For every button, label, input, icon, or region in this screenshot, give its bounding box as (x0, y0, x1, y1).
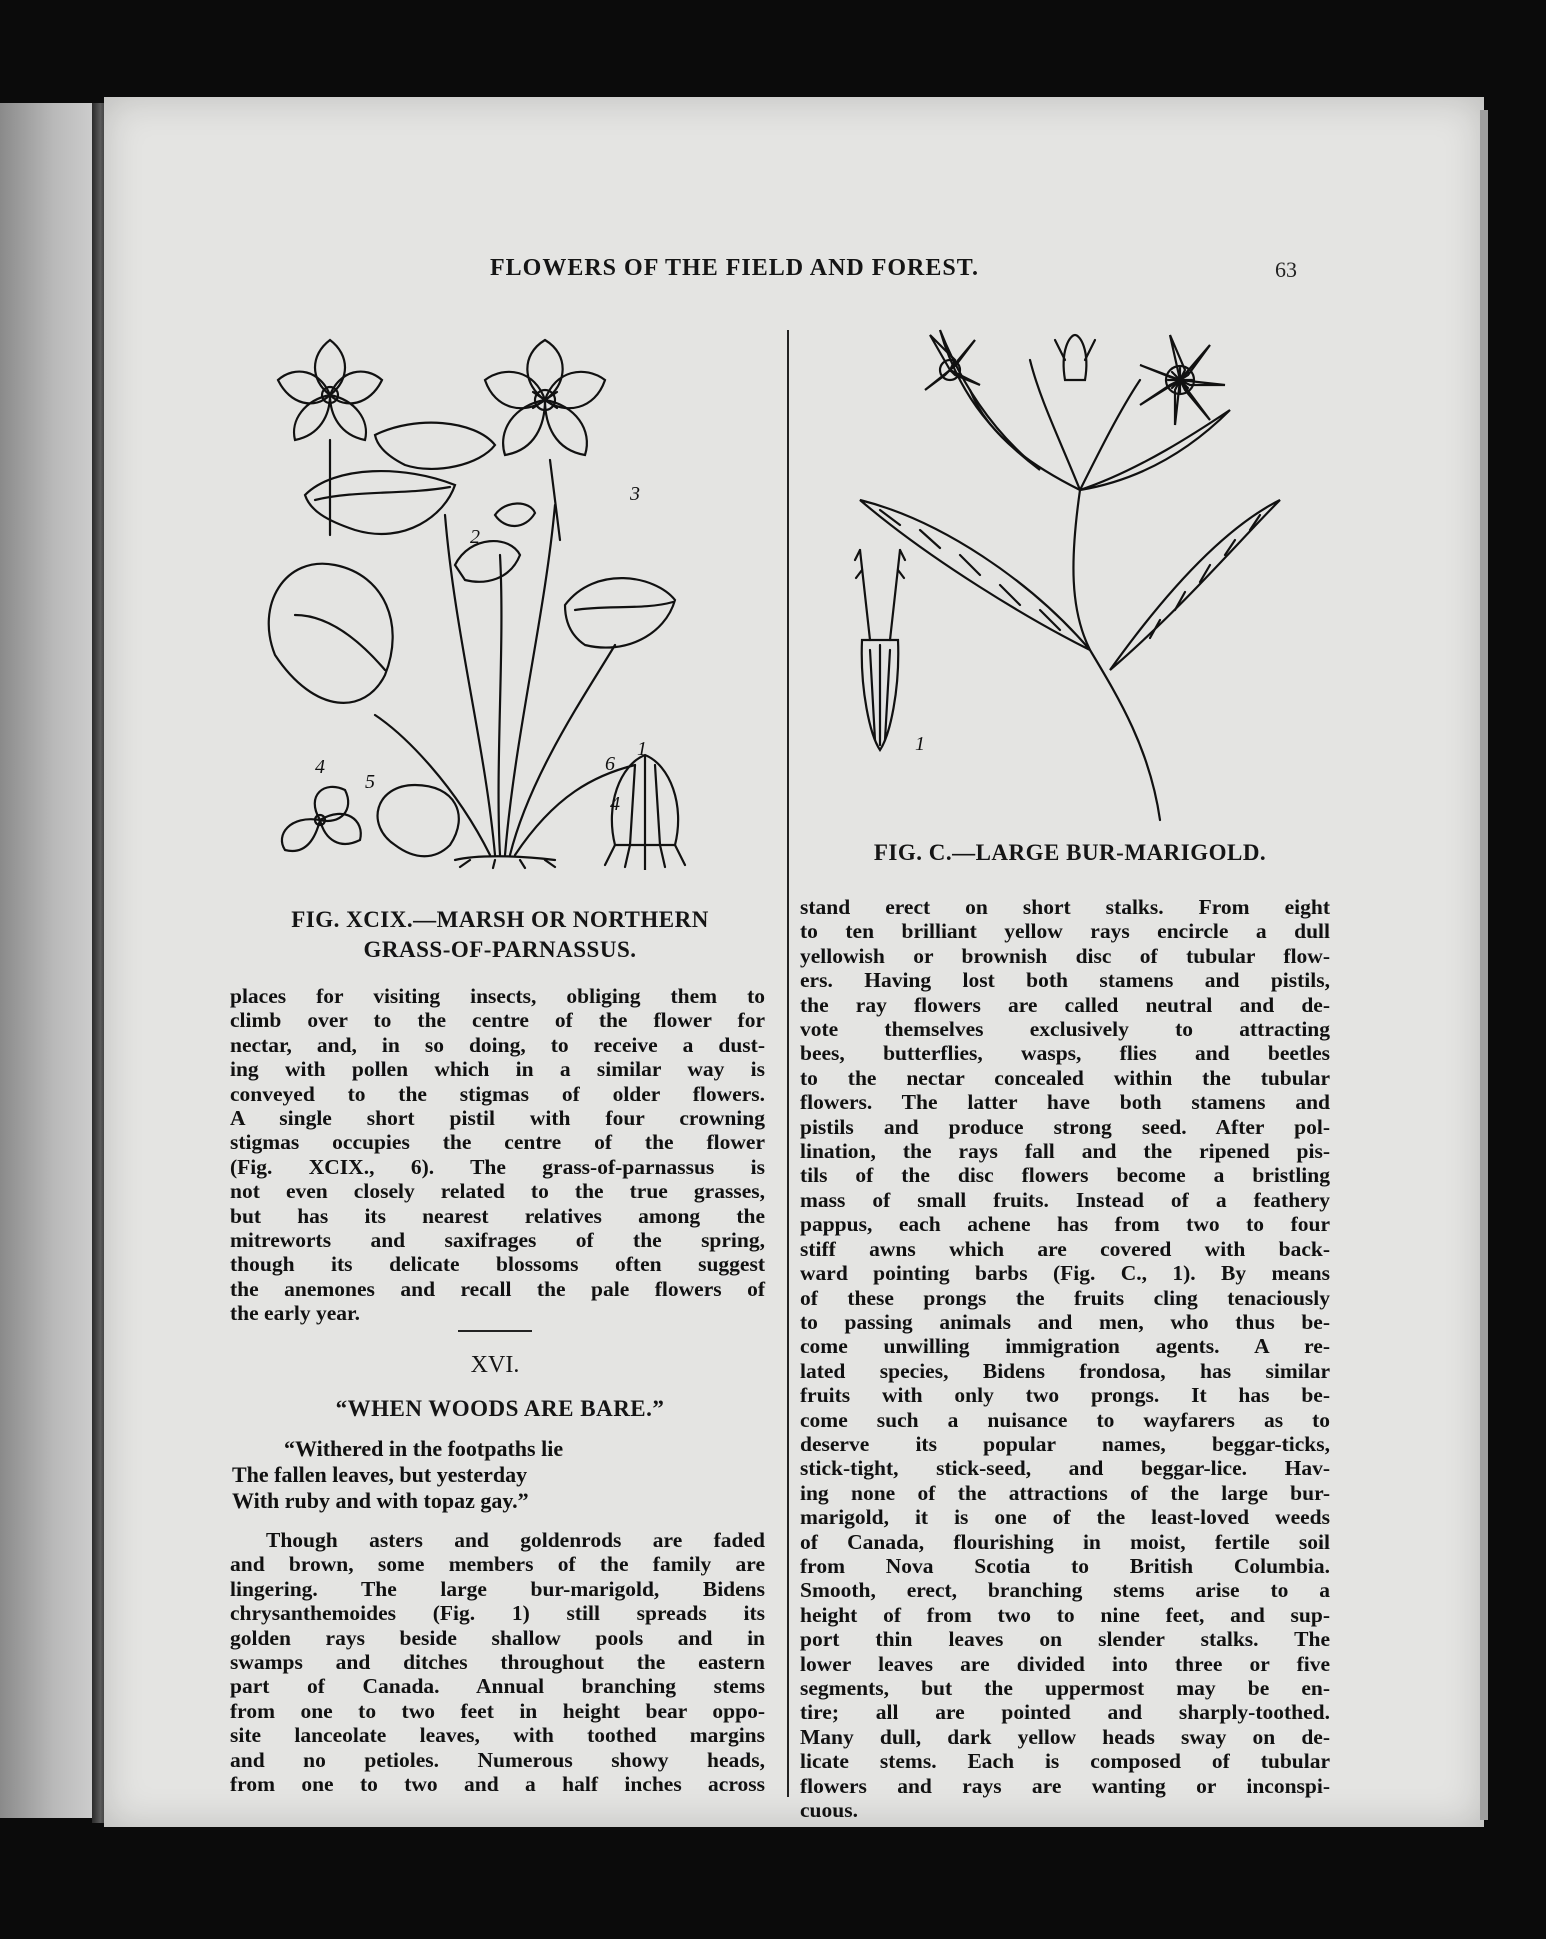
left-column-paragraph-1 (230, 984, 765, 1326)
text-line: (Fig. XCIX., 6). The grass-of-parnassus is (230, 1154, 765, 1179)
text-line: the early year. (230, 1301, 360, 1326)
text-line: and no petioles. Numerous showy heads, (230, 1747, 765, 1772)
poem-line: With ruby and with topaz gay.” (232, 1488, 529, 1513)
text-line: stand erect on short stalks. From eight (800, 895, 1330, 919)
text-line: Smooth, erect, branching stems arise to a (800, 1578, 1330, 1603)
text-line: ing none of the attractions of the large bur- (800, 1480, 1330, 1505)
figure-label-2: 2 (470, 526, 480, 548)
column-divider (787, 330, 789, 1797)
page-number: 63 (1275, 257, 1297, 282)
text-line: lination, the rays fall and the ripened pis- (800, 1139, 1330, 1164)
text-line: to passing animals and men, who thus be- (800, 1309, 1330, 1334)
text-line: bees, butterflies, wasps, flies and beetles (800, 1041, 1330, 1066)
text-line: flowers and rays are wanting or inconspi- (800, 1773, 1330, 1798)
text-line: ing with pollen which in a similar way is (230, 1057, 765, 1082)
text-line: Though asters and goldenrods are faded (266, 1528, 765, 1552)
grass-of-parnassus-illustration (255, 315, 755, 870)
epigraph-poem (232, 1436, 752, 1514)
text-line: not even closely related to the true grasses, (230, 1179, 765, 1204)
text-line: to ten brilliant yellow rays encircle a dull (800, 919, 1330, 944)
text-line: port thin leaves on slender stalks. The (800, 1627, 1330, 1652)
poem-line: “Withered in the footpaths lie (284, 1436, 564, 1461)
text-line: from one to two feet in height bear oppo- (230, 1698, 765, 1723)
text-line: site lanceolate leaves, with toothed margins (230, 1723, 765, 1748)
text-line: stick-tight, stick-seed, and beggar-lice. Hav- (800, 1456, 1330, 1481)
text-line: come unwilling immigration agents. A re- (800, 1334, 1330, 1359)
text-line: deserve its popular names, beggar-ticks, (800, 1431, 1330, 1456)
text-line: stigmas occupies the centre of the flower (230, 1130, 765, 1155)
text-line: tils of the disc flowers become a bristling (800, 1163, 1330, 1188)
text-line: mitreworts and saxifrages of the spring, (230, 1228, 765, 1253)
text-line: of these prongs the fruits cling tenaciously (800, 1285, 1330, 1310)
text-line: segments, but the uppermost may be en- (800, 1676, 1330, 1700)
text-line: of Canada, flourishing in moist, fertile soil (800, 1529, 1330, 1554)
text-line: the ray flowers are called neutral and de- (800, 992, 1330, 1017)
text-line: part of Canada. Annual branching stems (230, 1674, 765, 1699)
figure-label-4b: 4 (610, 793, 620, 815)
figure-label-3: 3 (630, 483, 640, 505)
left-column-paragraph-2 (230, 1528, 765, 1796)
figure-caption-left-line1: FIG. XCIX.—MARSH OR NORTHERN (291, 907, 709, 932)
text-line: licate stems. Each is composed of tubular (800, 1749, 1330, 1774)
text-line: flowers. The latter have both stamens and (800, 1090, 1330, 1115)
text-line: ers. Having lost both stamens and pistils, (800, 968, 1330, 993)
text-line: cuous. (800, 1798, 858, 1823)
figure-caption-left-line2: GRASS-OF-PARNASSUS. (363, 937, 637, 962)
text-line: ward pointing barbs (Fig. C., 1). By means (800, 1261, 1330, 1286)
text-line: marigold, it is one of the least-loved weeds (800, 1505, 1330, 1530)
text-line: lated species, Bidens frondosa, has similar (800, 1358, 1330, 1383)
text-line: pappus, each achene has from two to four (800, 1212, 1330, 1237)
text-line: lingering. The large bur-marigold, Bidens (230, 1576, 765, 1601)
figure-label-5: 5 (365, 771, 375, 793)
text-line: come such a nuisance to wayfarers as to (800, 1407, 1330, 1432)
figure-label-4: 4 (315, 756, 325, 778)
text-line: conveyed to the stigmas of older flowers. (230, 1081, 765, 1106)
text-line: tire; all are pointed and sharply-toothed. (800, 1700, 1330, 1725)
text-line: and brown, some members of the family are (230, 1552, 765, 1577)
text-line: from Nova Scotia to British Columbia. (800, 1553, 1330, 1578)
figure-label-1: 1 (637, 738, 647, 760)
text-line: the anemones and recall the pale flowers of (230, 1276, 765, 1301)
text-line: to the nectar concealed within the tubular (800, 1065, 1330, 1090)
text-line: chrysanthemoides (Fig. 1) still spreads its (230, 1601, 765, 1626)
facing-page-edge (0, 103, 98, 1818)
right-column-paragraph (800, 895, 1330, 1822)
bur-marigold-illustration (840, 320, 1310, 830)
chapter-title: “WHEN WOODS ARE BARE.” (335, 1396, 665, 1421)
figure-caption-right: FIG. C.—LARGE BUR-MARIGOLD. (873, 840, 1267, 865)
chapter-number: XVI. (470, 1352, 520, 1378)
text-line: mass of small fruits. Instead of a feathery (800, 1187, 1330, 1212)
page-edge (1480, 110, 1488, 1820)
text-line: yellowish or brownish disc of tubular flow- (800, 943, 1330, 968)
running-title: FLOWERS OF THE FIELD AND FOREST. (490, 255, 979, 281)
text-line: from one to two and a half inches across (230, 1772, 765, 1797)
text-line: fruits with only two prongs. It has be- (800, 1383, 1330, 1408)
text-line: lower leaves are divided into three or five (800, 1651, 1330, 1676)
text-line: but has its nearest relatives among the (230, 1203, 765, 1228)
text-line: height of from two to nine feet, and sup- (800, 1602, 1330, 1627)
poem-line: The fallen leaves, but yesterday (232, 1462, 528, 1487)
text-line: nectar, and, in so doing, to receive a dust- (230, 1032, 765, 1057)
figure-caption-left (235, 905, 765, 965)
text-line: though its delicate blossoms often suggest (230, 1252, 765, 1277)
text-line: places for visiting insects, obliging them to (230, 984, 765, 1008)
text-line: A single short pistil with four crowning (230, 1106, 765, 1131)
text-line: golden rays beside shallow pools and in (230, 1625, 765, 1650)
figure-label-6: 6 (605, 753, 615, 775)
section-rule (458, 1330, 532, 1332)
text-line: swamps and ditches throughout the eastern (230, 1650, 765, 1675)
text-line: Many dull, dark yellow heads sway on de- (800, 1724, 1330, 1749)
text-line: climb over to the centre of the flower for (230, 1008, 765, 1033)
figure-label-c1: 1 (915, 733, 925, 755)
text-line: pistils and produce strong seed. After pol- (800, 1114, 1330, 1139)
text-line: stiff awns which are covered with back- (800, 1236, 1330, 1261)
text-line: vote themselves exclusively to attracting (800, 1017, 1330, 1042)
